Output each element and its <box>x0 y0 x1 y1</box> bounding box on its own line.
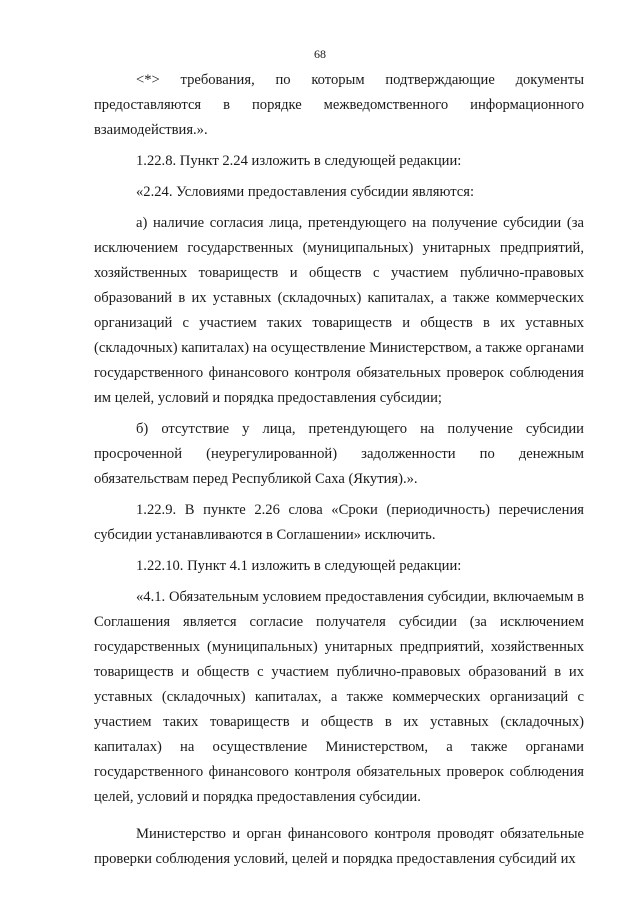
paragraph-2-24: «2.24. Условиями предоставления субсидии являются: <box>136 184 475 200</box>
paragraph-condition-a: а) наличие согласия лица, претендующего на получение субсидии (за исключением государственных (муниципальных) унитарных предприятий, хозяйственных товариществ и обществ с участием публично-правовых образований в их уставных (складочных) капиталах, а также коммерческих организаций с участием таких товариществ и обществ в их уставных (складочных) капиталах) на осуществление Министерством, а также органами государственного финансового контроля обязательных проверок соблюдения им целей, условий и порядка предоставления субсидии; <box>94 215 584 406</box>
page-number: 68 <box>314 47 326 61</box>
paragraph-ministry-inspections: Министерство и орган финансового контроля проводят обязательные проверки соблюдения условий, целей и порядка предоставления субсидий их <box>94 826 584 867</box>
paragraph-1-22-10: 1.22.10. Пункт 4.1 изложить в следующей редакции: <box>136 558 462 574</box>
paragraph-condition-b: б) отсутствие у лица, претендующего на получение субсидии просроченной (неурегулированной) задолженности по денежным обязательствам перед Республикой Саха (Якутия).». <box>94 421 584 487</box>
document-body <box>94 68 584 872</box>
paragraph-4-1: «4.1. Обязательным условием предоставления субсидии, включаемым в Соглашения является согласие получателя субсидии (за исключением государственных (муниципальных) унитарных предприятий, хозяйственных товариществ и обществ с участием публично-правовых образований в их уставных (складочных) капиталах, а также коммерческих организаций с участием таких товариществ и обществ в их уставных (складочных) капиталах) на осуществление Министерством, а также органами государственного финансового контроля обязательных проверок соблюдения целей, условий и порядка предоставления субсидии. <box>94 589 584 805</box>
paragraph-1-22-9: 1.22.9. В пункте 2.26 слова «Сроки (периодичность) перечисления субсидии устанавливаются в Соглашении» исключить. <box>94 502 584 543</box>
paragraph-footnote-requirements: <*> требования, по которым подтверждающие документы предоставляются в порядке межведомственного информационного взаимодействия.». <box>94 72 584 138</box>
paragraph-1-22-8: 1.22.8. Пункт 2.24 изложить в следующей редакции: <box>136 153 462 169</box>
